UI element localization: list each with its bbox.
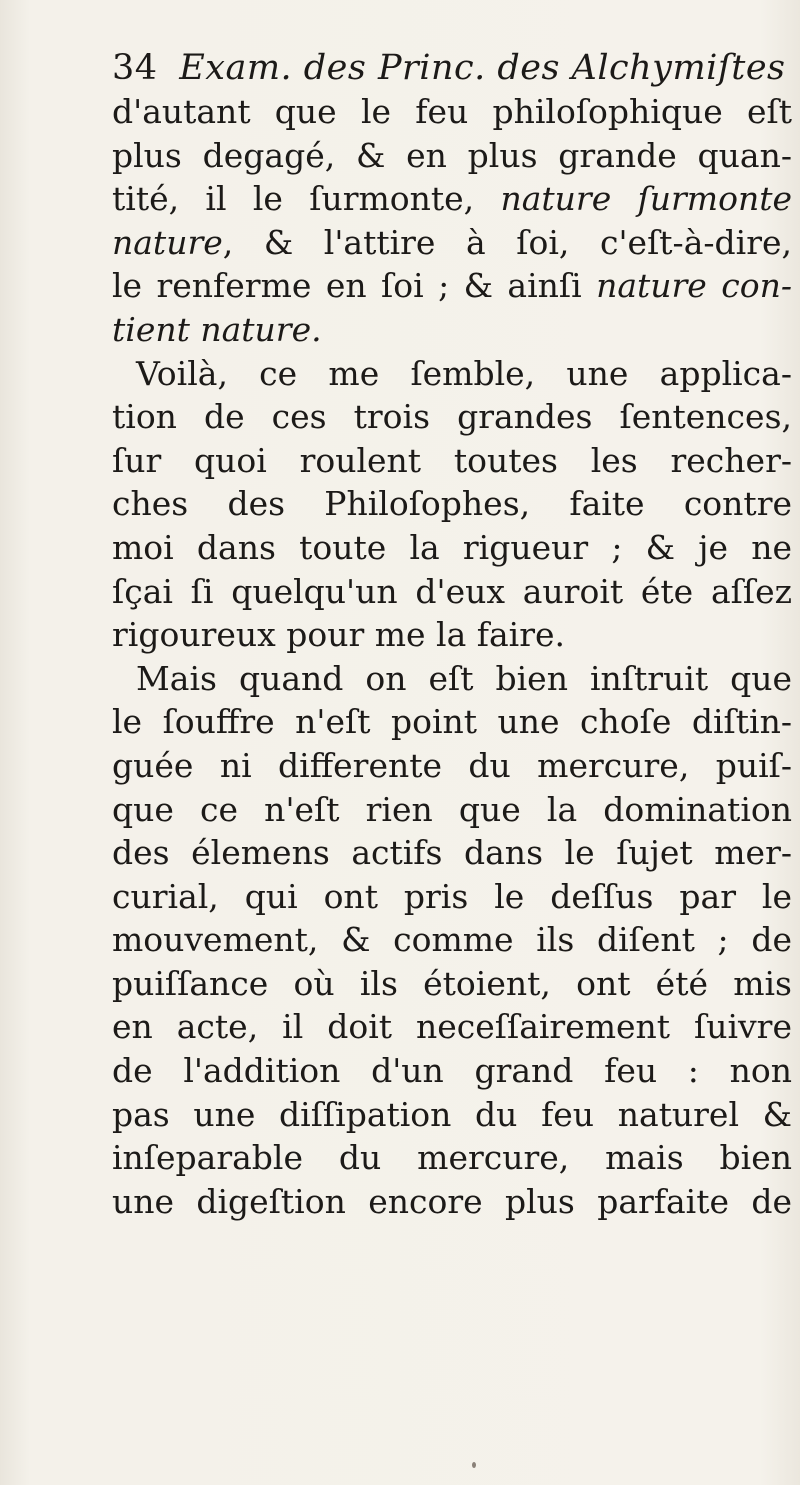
line-text: inſeparable du mercure, mais bien	[112, 1138, 792, 1178]
line-text: mouvement, & comme ils diſent ; de	[112, 920, 792, 960]
line-text: de l'addition d'un grand feu : non	[112, 1051, 792, 1091]
line-text: guée ni differente du mercure, puiſ-	[112, 745, 792, 785]
line-text: puiſſance où ils étoient, ont été mis	[112, 963, 792, 1003]
line-text: curial, qui ont pris le deſſus par le	[112, 876, 792, 916]
line-text: , & l'attire à ſoi, c'eſt-à-dire,	[222, 222, 792, 262]
line-text: des élemens actifs dans le ſujet mer-	[112, 833, 792, 873]
running-header	[112, 46, 792, 90]
text-line	[112, 352, 792, 396]
line-text: tion de ces trois grandes ſentences,	[112, 397, 792, 437]
text-line	[112, 1049, 792, 1093]
text-line	[112, 395, 792, 439]
line-text: ſur quoi roulent toutes les recher-	[112, 440, 792, 480]
running-title: Exam. des Princ. des Alchymiſtes	[179, 48, 786, 88]
text-line	[112, 570, 792, 614]
line-text: rigoureux pour me la faire.	[112, 615, 566, 655]
text-line	[112, 177, 792, 221]
line-text: Voilà, ce me ſemble, une applica-	[136, 353, 792, 393]
line-text: ches des Philoſophes, faite contre	[112, 484, 792, 524]
text-line	[112, 526, 792, 570]
text-line	[112, 788, 792, 832]
italic-phrase: nature	[112, 222, 223, 262]
text-line	[112, 1005, 792, 1049]
text-line	[112, 1136, 792, 1180]
text-line	[112, 875, 792, 919]
italic-phrase: nature con-	[596, 266, 792, 306]
page-number: 34	[112, 48, 158, 88]
line-text: en acte, il doit neceſſairement ſuivre	[112, 1007, 792, 1047]
text-line	[112, 1093, 792, 1137]
line-text: plus degagé, & en plus grande quan-	[112, 135, 792, 175]
paper-speck	[472, 1462, 476, 1468]
line-text: tité, il le ſurmonte,	[112, 179, 501, 219]
text-line	[112, 264, 792, 308]
text-line	[112, 439, 792, 483]
text-line	[112, 744, 792, 788]
text-line	[112, 221, 792, 265]
text-line	[112, 700, 792, 744]
page-text	[112, 46, 792, 1223]
body-text	[112, 90, 792, 1223]
text-line	[112, 962, 792, 1006]
line-text: Mais quand on eſt bien inſtruit que	[136, 658, 792, 698]
text-line	[112, 657, 792, 701]
line-text: ſçai ſi quelqu'un d'eux auroit éte aſſez	[112, 571, 792, 611]
text-line	[112, 831, 792, 875]
line-text: d'autant que le feu philoſophique eſt	[112, 92, 792, 131]
text-line	[112, 482, 792, 526]
line-text: le renferme en ſoi ; & ainſi	[112, 266, 597, 306]
line-text: pas une diſſipation du feu naturel &	[112, 1094, 792, 1134]
text-line	[112, 90, 792, 134]
italic-phrase: tient nature.	[112, 309, 322, 349]
text-line	[112, 613, 792, 657]
text-line	[112, 308, 792, 352]
text-line	[112, 918, 792, 962]
italic-phrase: nature ſurmonte	[500, 179, 792, 219]
line-text: moi dans toute la rigueur ; & je ne	[112, 527, 792, 567]
text-line	[112, 134, 792, 178]
line-text: le ſouffre n'eſt point une choſe diſtin-	[112, 702, 792, 742]
text-line	[112, 1180, 792, 1224]
line-text: une digeſtion encore plus parfaite de	[112, 1181, 792, 1221]
line-text: que ce n'eſt rien que la domination	[112, 789, 792, 829]
